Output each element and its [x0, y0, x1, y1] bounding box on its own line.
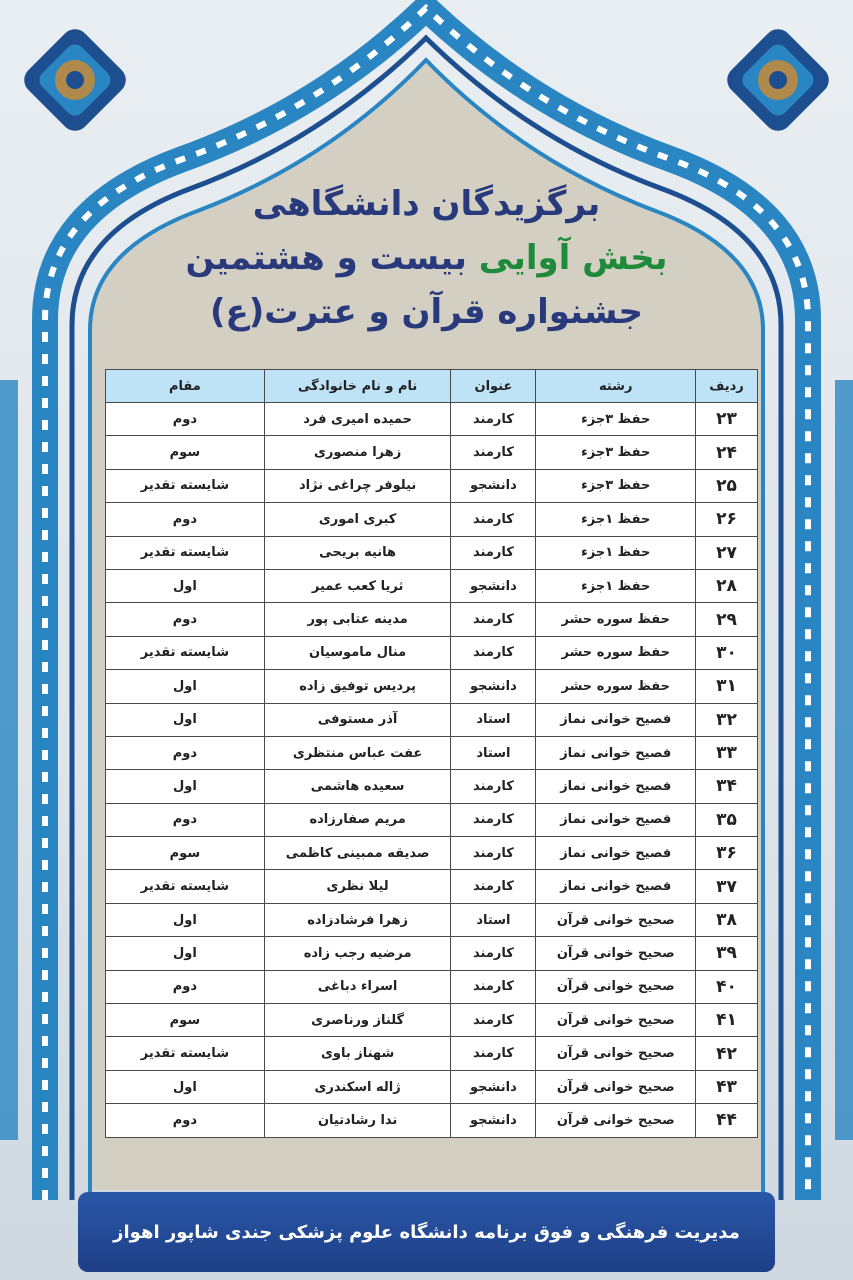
- table-row: [106, 503, 758, 536]
- cell-field: فصیح خوانی نماز: [536, 736, 696, 769]
- cell-row-number: ۳۴: [696, 770, 758, 803]
- cell-rank: شایسته تقدیر: [106, 536, 265, 569]
- cell-rank: اول: [106, 569, 265, 602]
- cell-role: کارمند: [451, 503, 536, 536]
- cell-full-name: ژاله اسکندری: [264, 1070, 451, 1103]
- table-header-row: [106, 370, 758, 403]
- cell-rank: اول: [106, 770, 265, 803]
- cell-full-name: لیلا نظری: [264, 870, 451, 903]
- table-row: [106, 1070, 758, 1103]
- cell-full-name: عفت عباس منتظری: [264, 736, 451, 769]
- table-row: [106, 803, 758, 836]
- cell-full-name: آذر مستوفی: [264, 703, 451, 736]
- cell-full-name: هانیه بریحی: [264, 536, 451, 569]
- header-rank: مقام: [106, 370, 265, 403]
- cell-row-number: ۳۰: [696, 636, 758, 669]
- cell-full-name: مرضیه رجب زاده: [264, 937, 451, 970]
- title-line-2: [0, 238, 853, 278]
- cell-rank: اول: [106, 670, 265, 703]
- cell-rank: دوم: [106, 1104, 265, 1137]
- cell-row-number: ۴۲: [696, 1037, 758, 1070]
- cell-row-number: ۳۸: [696, 903, 758, 936]
- table-row: [106, 436, 758, 469]
- cell-rank: شایسته تقدیر: [106, 636, 265, 669]
- cell-role: دانشجو: [451, 1070, 536, 1103]
- cell-role: دانشجو: [451, 569, 536, 602]
- cell-full-name: مدینه عتابی پور: [264, 603, 451, 636]
- cell-field: صحیح خوانی قرآن: [536, 1037, 696, 1070]
- cell-role: کارمند: [451, 803, 536, 836]
- cell-rank: دوم: [106, 803, 265, 836]
- table-row: [106, 1004, 758, 1037]
- cell-field: صحیح خوانی قرآن: [536, 1104, 696, 1137]
- cell-role: کارمند: [451, 1004, 536, 1037]
- table-row: [106, 870, 758, 903]
- cell-full-name: حمیده امیری فرد: [264, 403, 451, 436]
- cell-field: حفظ ۳جزء: [536, 436, 696, 469]
- cell-rank: دوم: [106, 403, 265, 436]
- cell-field: فصیح خوانی نماز: [536, 837, 696, 870]
- cell-row-number: ۲۳: [696, 403, 758, 436]
- cell-role: کارمند: [451, 837, 536, 870]
- cell-full-name: ندا رشادتیان: [264, 1104, 451, 1137]
- table-row: [106, 937, 758, 970]
- right-corner-ornament-icon: [721, 23, 834, 136]
- table-row: [106, 536, 758, 569]
- cell-row-number: ۲۴: [696, 436, 758, 469]
- cell-field: حفظ ۳جزء: [536, 469, 696, 502]
- cell-role: کارمند: [451, 870, 536, 903]
- table-row: [106, 903, 758, 936]
- cell-role: کارمند: [451, 436, 536, 469]
- cell-field: صحیح خوانی قرآن: [536, 970, 696, 1003]
- header-full-name: نام و نام خانوادگی: [264, 370, 451, 403]
- cell-field: حفظ ۱جزء: [536, 569, 696, 602]
- cell-row-number: ۳۶: [696, 837, 758, 870]
- cell-role: کارمند: [451, 937, 536, 970]
- table-row: [106, 1037, 758, 1070]
- cell-field: حفظ ۳جزء: [536, 403, 696, 436]
- cell-rank: دوم: [106, 970, 265, 1003]
- cell-field: فصیح خوانی نماز: [536, 803, 696, 836]
- cell-field: صحیح خوانی قرآن: [536, 1004, 696, 1037]
- cell-role: کارمند: [451, 1037, 536, 1070]
- title-green-part: بخش آوایی: [478, 238, 668, 278]
- cell-rank: دوم: [106, 603, 265, 636]
- cell-full-name: شهناز باوی: [264, 1037, 451, 1070]
- cell-field: صحیح خوانی قرآن: [536, 903, 696, 936]
- cell-row-number: ۴۱: [696, 1004, 758, 1037]
- cell-row-number: ۲۸: [696, 569, 758, 602]
- cell-role: دانشجو: [451, 670, 536, 703]
- cell-rank: سوم: [106, 436, 265, 469]
- footer-text: مدیریت فرهنگی و فوق برنامه دانشگاه علوم پزشکی جندی شاپور اهواز: [113, 1222, 740, 1243]
- table-row: [106, 970, 758, 1003]
- cell-full-name: زهرا فرشادزاده: [264, 903, 451, 936]
- title-line-1: برگزیدگان دانشگاهی: [252, 184, 601, 224]
- cell-full-name: کبری اموری: [264, 503, 451, 536]
- cell-full-name: سعیده هاشمی: [264, 770, 451, 803]
- title-line-3: جشنواره قرآن و عترت(ع): [209, 292, 644, 332]
- table-body: [106, 403, 758, 1138]
- cell-role: کارمند: [451, 536, 536, 569]
- cell-rank: اول: [106, 703, 265, 736]
- cell-field: صحیح خوانی قرآن: [536, 937, 696, 970]
- left-corner-ornament-icon: [18, 23, 131, 136]
- cell-role: استاد: [451, 903, 536, 936]
- cell-full-name: ثریا کعب عمیر: [264, 569, 451, 602]
- table-row: [106, 636, 758, 669]
- cell-full-name: صدیقه ممبینی کاظمی: [264, 837, 451, 870]
- cell-row-number: ۳۱: [696, 670, 758, 703]
- cell-row-number: ۳۷: [696, 870, 758, 903]
- cell-rank: دوم: [106, 503, 265, 536]
- cell-full-name: منال ماموسیان: [264, 636, 451, 669]
- cell-rank: شایسته تقدیر: [106, 469, 265, 502]
- cell-field: حفظ سوره حشر: [536, 670, 696, 703]
- cell-row-number: ۲۶: [696, 503, 758, 536]
- cell-field: صحیح خوانی قرآن: [536, 1070, 696, 1103]
- table-row: [106, 837, 758, 870]
- cell-row-number: ۲۵: [696, 469, 758, 502]
- title-line-2-rest: بیست و هشتمین: [185, 238, 479, 278]
- table-row: [106, 603, 758, 636]
- cell-row-number: ۳۵: [696, 803, 758, 836]
- cell-rank: دوم: [106, 736, 265, 769]
- cell-row-number: ۳۹: [696, 937, 758, 970]
- table-row: [106, 736, 758, 769]
- cell-full-name: نیلوفر چراغی نژاد: [264, 469, 451, 502]
- cell-role: کارمند: [451, 403, 536, 436]
- table-row: [106, 1104, 758, 1137]
- cell-field: فصیح خوانی نماز: [536, 770, 696, 803]
- header-row-number: ردیف: [696, 370, 758, 403]
- cell-row-number: ۲۹: [696, 603, 758, 636]
- cell-role: دانشجو: [451, 1104, 536, 1137]
- header-role: عنوان: [451, 370, 536, 403]
- left-edge-pattern: [0, 380, 18, 1140]
- cell-row-number: ۳۲: [696, 703, 758, 736]
- winners-table: [105, 369, 758, 1138]
- cell-row-number: ۴۳: [696, 1070, 758, 1103]
- cell-role: استاد: [451, 736, 536, 769]
- cell-row-number: ۴۰: [696, 970, 758, 1003]
- header-field: رشته: [536, 370, 696, 403]
- cell-full-name: گلناز ورناصری: [264, 1004, 451, 1037]
- cell-role: کارمند: [451, 770, 536, 803]
- table-row: [106, 770, 758, 803]
- cell-role: کارمند: [451, 970, 536, 1003]
- cell-row-number: ۲۷: [696, 536, 758, 569]
- cell-full-name: زهرا منصوری: [264, 436, 451, 469]
- cell-rank: سوم: [106, 837, 265, 870]
- cell-rank: اول: [106, 1070, 265, 1103]
- cell-full-name: مریم صفارزاده: [264, 803, 451, 836]
- cell-rank: شایسته تقدیر: [106, 870, 265, 903]
- cell-field: حفظ سوره حشر: [536, 603, 696, 636]
- cell-rank: شایسته تقدیر: [106, 1037, 265, 1070]
- table-row: [106, 403, 758, 436]
- cell-row-number: ۴۴: [696, 1104, 758, 1137]
- cell-rank: اول: [106, 937, 265, 970]
- cell-role: دانشجو: [451, 469, 536, 502]
- cell-full-name: اسراء دباغی: [264, 970, 451, 1003]
- right-edge-pattern: [835, 380, 853, 1140]
- cell-row-number: ۳۳: [696, 736, 758, 769]
- cell-field: فصیح خوانی نماز: [536, 703, 696, 736]
- cell-full-name: پردیس توفیق زاده: [264, 670, 451, 703]
- cell-rank: سوم: [106, 1004, 265, 1037]
- cell-field: حفظ سوره حشر: [536, 636, 696, 669]
- cell-rank: اول: [106, 903, 265, 936]
- table-row: [106, 670, 758, 703]
- table-row: [106, 703, 758, 736]
- cell-field: حفظ ۱جزء: [536, 503, 696, 536]
- cell-field: فصیح خوانی نماز: [536, 870, 696, 903]
- cell-role: استاد: [451, 703, 536, 736]
- table-row: [106, 469, 758, 502]
- cell-role: کارمند: [451, 636, 536, 669]
- table-row: [106, 569, 758, 602]
- cell-field: حفظ ۱جزء: [536, 536, 696, 569]
- cell-role: کارمند: [451, 603, 536, 636]
